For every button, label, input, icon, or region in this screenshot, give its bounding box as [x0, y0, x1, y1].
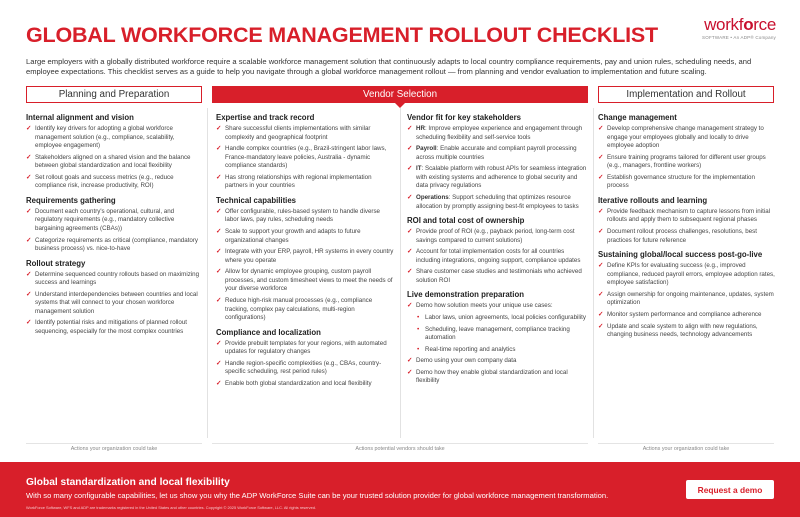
checklist-subitem: • Scheduling, leave management, compliance tracking automation: [417, 325, 570, 342]
checklist-subitem: • Real-time reporting and analytics: [417, 345, 516, 353]
checklist-item: ✓ Handle complex countries (e.g., Brazil-stringent labor laws, France-mandatory leave policies, Australia - dynamic compliance standards): [216, 145, 387, 170]
checklist-item: ✓ Document each country's operational, cultural, and regulatory requirements (e.g., mandatory collective bargaining agreements (CBAs)): [26, 207, 175, 232]
vendor-left-column: [216, 108, 394, 392]
check-icon: ✓: [26, 236, 32, 244]
column-header-planning: Planning and Preparation: [26, 86, 202, 103]
footer-rule: [26, 443, 202, 444]
column-divider: [400, 108, 401, 438]
check-icon: ✓: [407, 368, 413, 376]
implementation-column: [598, 108, 776, 343]
footer-rule: [598, 443, 774, 444]
check-icon: ✓: [598, 290, 604, 298]
checklist-item: ✓ Define KPIs for evaluating success (e.g., improved compliance, reduced payroll errors, employee adoption rates, employee satisfaction): [598, 262, 775, 287]
checklist-item: ✓ Demo using your own company data: [407, 357, 517, 365]
checklist-item: ✓ Share customer case studies and testimonials who achieved solution ROI: [407, 268, 582, 284]
section-title: Vendor fit for key stakeholders: [407, 113, 521, 122]
checklist-item: ✓ Understand interdependencies between countries and local systems that will connect to your chosen workforce management solution: [26, 290, 198, 315]
banner-text: With so many configurable capabilities, let us show you why the ADP WorkForce Suite can be your trusted solution provider for global workforce management transformation.: [26, 491, 609, 500]
checklist-item: ✓ Stakeholders aligned on a shared vision and the balance between global standardization and local flexibility: [26, 153, 191, 170]
section-title: Requirements gathering: [26, 195, 116, 205]
checklist-item: ✓ Demo how they enable global standardization and local flexibility: [407, 368, 568, 385]
bullet-icon: •: [417, 314, 420, 322]
check-icon: ✓: [407, 268, 413, 276]
check-icon: ✓: [598, 310, 604, 318]
section-title: Sustaining global/local success post-go-live: [598, 250, 763, 260]
section-title: Rollout strategy: [26, 258, 86, 268]
check-icon: ✓: [216, 268, 222, 276]
check-icon: ✓: [216, 207, 222, 215]
checklist-item: ✓ HR: Improve employee experience and engagement through scheduling flexibility and self-service tools: [407, 125, 583, 141]
checklist-item: ✓ Allow for dynamic employee grouping, custom payroll processes, and custom timesheet views to meet the needs of your diverse workforce: [216, 268, 393, 293]
check-icon: ✓: [26, 319, 32, 327]
logo-tagline: SOFTWARE • An ADP® Company: [702, 35, 776, 40]
check-icon: ✓: [216, 297, 222, 305]
checklist-item: ✓ Provide feedback mechanism to capture lessons from initial rollouts and apply them to subsequent regional phases: [598, 207, 771, 224]
legal-text: WorkForce Software, WFS and ADP are trademarks registered in the United States and other countries. Copyright © 2025 WorkForce Software, LLC. All rights reserved.: [26, 505, 317, 510]
check-icon: ✓: [598, 262, 604, 270]
footer-rule: [212, 443, 588, 444]
column-divider: [207, 108, 208, 438]
check-icon: ✓: [407, 228, 413, 236]
section-title: Iterative rollouts and learning: [598, 195, 708, 205]
planning-column: [26, 108, 202, 340]
checklist-item: ✓ Set rollout goals and success metrics (e.g., reduce compliance risk, increase productivity, ROI): [26, 173, 174, 190]
checklist-item: ✓ Integrate with your ERP, payroll, HR systems in every country where you operate: [216, 248, 394, 264]
checklist-item: ✓ Operations: Support scheduling that optimizes resource allocation by promptly assigning best-fit employees to tasks: [407, 194, 579, 210]
checklist-item: ✓ Establish governance structure for the implementation process: [598, 173, 755, 190]
check-icon: ✓: [26, 290, 32, 298]
checklist-item: ✓ Enable both global standardization and local flexibility: [216, 380, 372, 387]
checklist-item: ✓ Assign ownership for ongoing maintenance, updates, system optimization: [598, 290, 774, 307]
checklist-item: ✓ Share successful clients implementations with similar complexity and geographical footprint: [216, 125, 371, 141]
checklist-item: ✓ Payroll: Enable accurate and compliant payroll processing across multiple countries: [407, 145, 577, 161]
cta-banner: [0, 462, 800, 517]
check-icon: ✓: [216, 125, 222, 132]
check-icon: ✓: [216, 173, 222, 181]
section-title: ROI and total cost of ownership: [407, 216, 525, 226]
page-title: GLOBAL WORKFORCE MANAGEMENT ROLLOUT CHECKLIST: [26, 23, 658, 47]
checklist-item: ✓ Document rollout process challenges, resolutions, best practices for future reference: [598, 228, 757, 244]
checklist-item: ✓ Update and scale system to align with new regulations, changing business needs, technology advancements: [598, 322, 758, 339]
check-icon: ✓: [598, 207, 604, 215]
check-icon: ✓: [216, 145, 222, 153]
check-icon: ✓: [598, 322, 604, 330]
bullet-icon: •: [417, 325, 420, 333]
checklist-item: ✓ Reduce high-risk manual processes (e.g., compliance tracking, complex pay calculations, multi-region configurations): [216, 297, 373, 322]
column-header-implementation: Implementation and Rollout: [598, 86, 774, 103]
column-footer-planning: Actions your organization could take: [70, 446, 158, 452]
checklist-item: ✓ Provide prebuilt templates for your regions, with automated updates for regulatory changes: [216, 339, 387, 356]
section-title: Live demonstration preparation: [407, 290, 524, 300]
check-icon: ✓: [26, 270, 32, 278]
checklist-subitem: • Labor laws, union agreements, local policies configurability: [417, 314, 586, 322]
check-icon: ✓: [407, 165, 413, 173]
checklist-item: ✓ Account for total implementation costs for all countries including integrations, ongoing support, compliance updates: [407, 248, 581, 264]
checklist-item: ✓ IT: Scalable platform with robust APIs for seamless integration with existing systems and adherence to global security and data privacy regulations: [407, 165, 587, 190]
check-icon: ✓: [598, 173, 604, 181]
section-title: Change management: [598, 113, 677, 122]
check-icon: ✓: [407, 302, 413, 310]
column-header-vendor: Vendor Selection: [212, 86, 588, 103]
check-icon: ✓: [26, 173, 32, 181]
check-icon: ✓: [216, 228, 222, 236]
check-icon: ✓: [216, 248, 222, 256]
bullet-icon: •: [417, 345, 420, 353]
column-footer-vendor: Actions potential vendors should take: [355, 446, 445, 452]
section-title: Internal alignment and vision: [26, 113, 134, 122]
check-icon: ✓: [26, 153, 32, 161]
checklist-item: ✓ Develop comprehensive change management strategy to engage your employees globally and locally to drive employee adoption: [598, 125, 764, 149]
checklist-item: ✓ Ensure training programs tailored for different user groups (e.g., managers, frontline workers): [598, 153, 766, 170]
section-title: Compliance and localization: [216, 327, 321, 337]
banner-title: Global standardization and local flexibility: [26, 477, 230, 488]
intro-paragraph: Large employers with a globally distributed workforce require a scalable workforce management solution that continuously adapts to local country compliance requirements, pay and union rules, scheduling needs, and employee expectations. This checklist serves as a guide to help you navigate through a global workforce management rollout — from planning and vendor evaluation to implementation and future scaling.: [26, 57, 752, 76]
check-icon: ✓: [26, 207, 32, 215]
check-icon: ✓: [216, 339, 222, 347]
section-title: Technical capabilities: [216, 195, 297, 205]
check-icon: ✓: [26, 125, 32, 132]
check-icon: ✓: [598, 228, 604, 236]
checklist-item: ✓ Demo how solution meets your unique use cases:: [407, 302, 553, 310]
check-icon: ✓: [407, 125, 413, 132]
checklist-item: ✓ Scale to support your growth and adapts to future organizational changes: [216, 228, 361, 244]
check-icon: ✓: [407, 194, 413, 202]
check-icon: ✓: [407, 248, 413, 256]
checklist-item: ✓ Handle region-specific complexities (e.g., CBAs, country-specific scheduling, rest period rules): [216, 359, 382, 376]
check-icon: ✓: [216, 380, 222, 387]
section-title: Expertise and track record: [216, 113, 315, 122]
checklist-item: ✓ Categorize requirements as critical (compliance, mandatory business process) vs. nice-to-have: [26, 236, 199, 253]
checklist-item: ✓ Monitor system performance and compliance adherence: [598, 310, 762, 318]
check-icon: ✓: [407, 357, 413, 365]
check-icon: ✓: [598, 125, 604, 132]
workforce-logo: workforce SOFTWARE • An ADP® Company: [702, 15, 776, 40]
column-divider: [593, 108, 594, 438]
checklist-item: ✓ Offer configurable, rules-based system to handle diverse labor laws, pay rules, scheduling needs: [216, 207, 380, 224]
checklist-item: ✓ Determine sequenced country rollouts based on maximizing success and learnings: [26, 270, 200, 287]
vendor-right-column: [407, 108, 587, 389]
check-icon: ✓: [407, 145, 413, 153]
check-icon: ✓: [598, 153, 604, 161]
request-demo-button[interactable]: Request a demo: [686, 480, 774, 499]
check-icon: ✓: [216, 359, 222, 367]
checklist-item: ✓ Identify potential risks and mitigations of planned rollout sequencing, especially for the most complex countries: [26, 319, 188, 335]
checklist-item: ✓ Provide proof of ROI (e.g., payback period, long-term cost savings compared to current solutions): [407, 228, 575, 244]
column-footer-implementation: Actions your organization could take: [642, 446, 730, 452]
checklist-item: ✓ Identify key drivers for adopting a global workforce management solution (e.g., compliance, scalability, employee engagement): [26, 125, 175, 149]
checklist-item: ✓ Has strong relationships with regional implementation partners in your countries: [216, 173, 372, 190]
